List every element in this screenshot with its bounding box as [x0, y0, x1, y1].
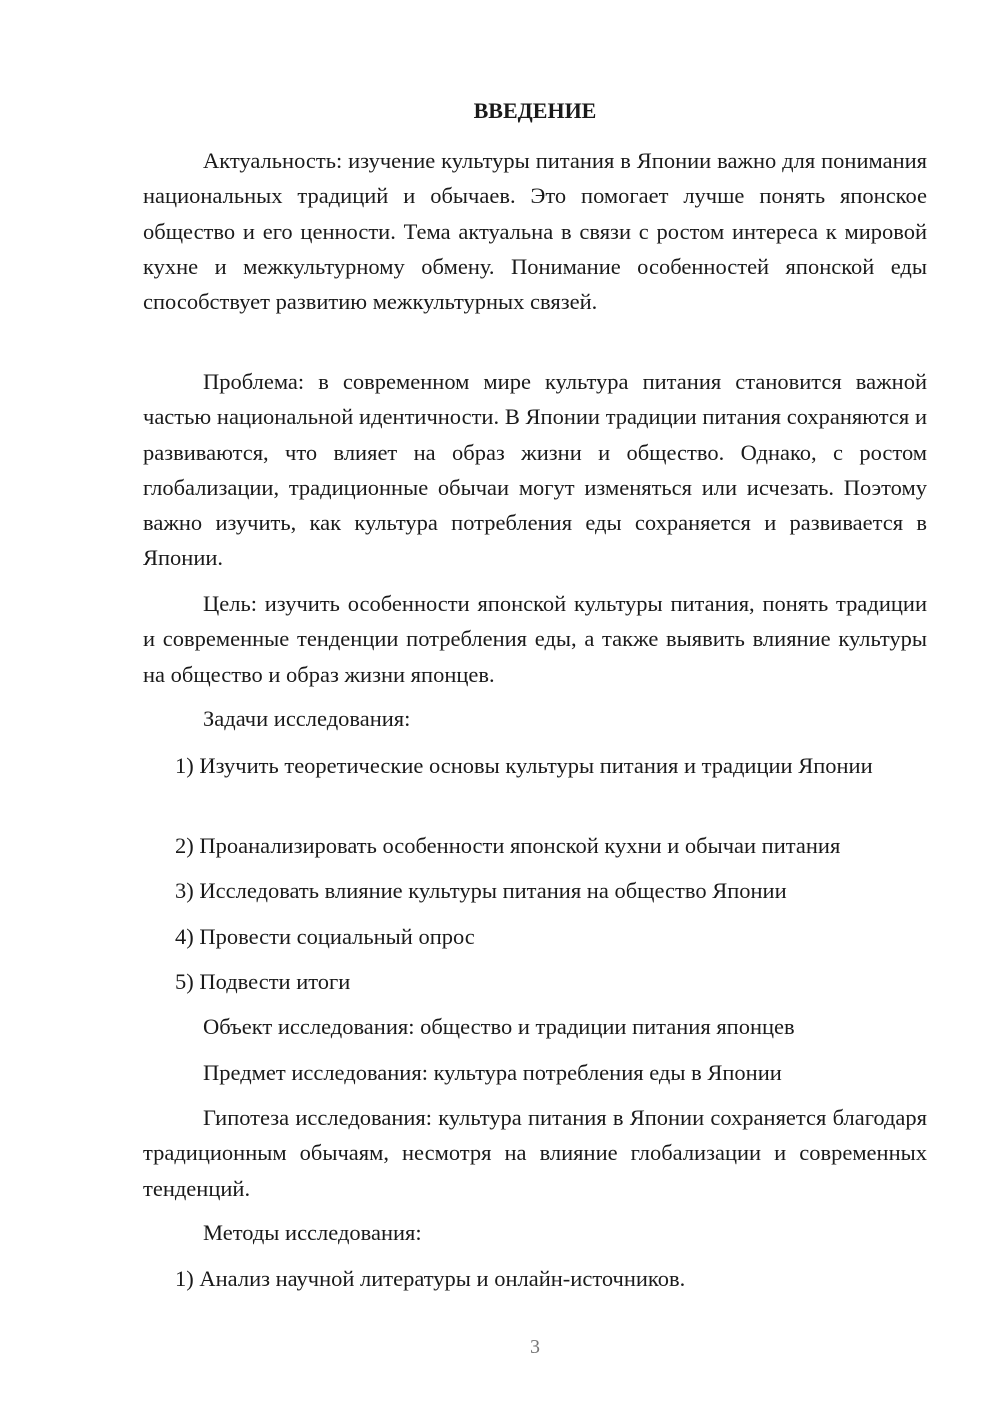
task-item-5: 5) Подвести итоги — [175, 969, 351, 994]
tasks-heading: Задачи исследования: — [203, 706, 411, 731]
hypothesis-paragraph: Гипотеза исследования: культура питания в Японии сохраняется благодаря традиционным обычаям, несмотря на влияние глобализации и современных тенденций. — [143, 1105, 927, 1201]
method-item-1: 1) Анализ научной литературы и онлайн-источников. — [175, 1266, 686, 1291]
task-item-3: 3) Исследовать влияние культуры питания на общество Японии — [175, 878, 787, 903]
research-object: Объект исследования: общество и традиции питания японцев — [203, 1014, 795, 1039]
task-item-1: 1) Изучить теоретические основы культуры питания и традиции Японии — [175, 753, 873, 778]
problem-paragraph: Проблема: в современном мире культура питания становится важной частью национальной идентичности. В Японии традиции питания сохраняются и развиваются, что влияет на образ жизни и общество. Однако, с ростом глобализации, традиционные обычаи могут изменяться или исчезать. Поэтому важно изучить, как культура потребления еды сохраняется и развивается в Японии. — [143, 369, 927, 571]
page-title: ВВЕДЕНИЕ — [473, 98, 597, 123]
task-item-4: 4) Провести социальный опрос — [175, 924, 475, 949]
page-number: 3 — [530, 1336, 540, 1358]
goal-paragraph: Цель: изучить особенности японской культуры питания, понять традиции и современные тенденции потребления еды, а также выявить влияние культуры на общество и образ жизни японцев. — [143, 591, 927, 687]
task-item-2: 2) Проанализировать особенности японской кухни и обычаи питания — [175, 833, 841, 858]
research-subject: Предмет исследования: культура потребления еды в Японии — [203, 1060, 782, 1085]
methods-heading: Методы исследования: — [203, 1220, 422, 1245]
relevance-paragraph: Актуальность: изучение культуры питания в Японии важно для понимания национальных традиций и обычаев. Это помогает лучше понять японское общество и его ценности. Тема актуальна в связи с ростом интереса к мировой кухне и межкультурному обмену. Понимание особенностей японской еды способствует развитию межкультурных связей. — [143, 148, 927, 315]
